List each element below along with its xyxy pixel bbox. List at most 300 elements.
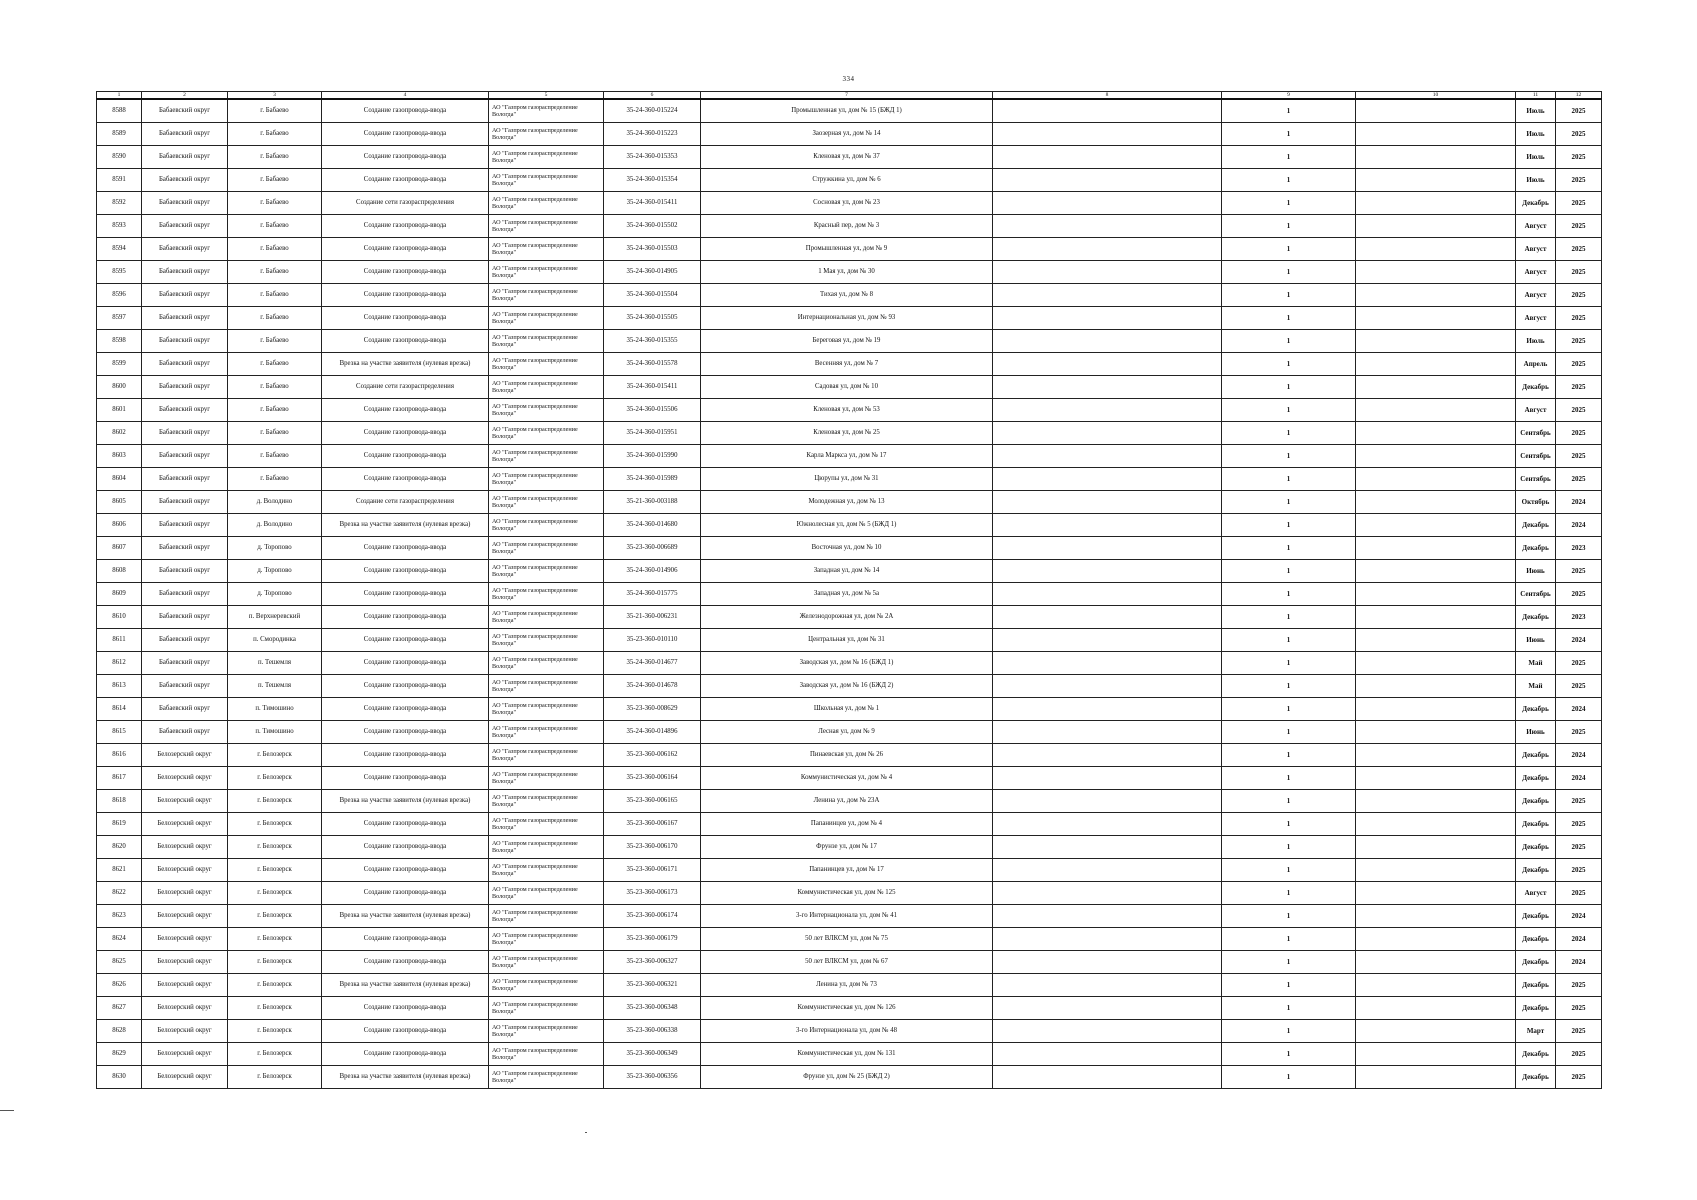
table-row (97, 123, 1602, 146)
row-number: 8626 (97, 974, 142, 997)
work-type-cell: Создание газопровода-ввода (322, 99, 489, 123)
quantity-cell: 1 (1222, 790, 1356, 813)
quantity-cell: 1 (1222, 951, 1356, 974)
column-number: 5 (489, 92, 604, 100)
year-cell: 2025 (1556, 99, 1602, 123)
organization-cell: АО "Газпром газораспределение Вологда" (489, 215, 604, 238)
empty-cell (993, 399, 1222, 422)
empty-cell (1356, 905, 1516, 928)
empty-cell (1356, 399, 1516, 422)
organization-cell: АО "Газпром газораспределение Вологда" (489, 928, 604, 951)
quantity-cell: 1 (1222, 675, 1356, 698)
empty-cell (993, 905, 1222, 928)
year-cell: 2024 (1556, 951, 1602, 974)
organization-cell: АО "Газпром газораспределение Вологда" (489, 491, 604, 514)
row-number: 8612 (97, 652, 142, 675)
table-row (97, 514, 1602, 537)
column-number: 1 (97, 92, 142, 100)
application-number-cell: 35-24-360-014906 (604, 560, 701, 583)
quantity-cell: 1 (1222, 307, 1356, 330)
address-cell: Молодежная ул, дом № 13 (701, 491, 993, 514)
empty-cell (1356, 560, 1516, 583)
address-cell: Фрунзе ул, дом № 25 (БЖД 2) (701, 1066, 993, 1089)
empty-cell (993, 537, 1222, 560)
table-row (97, 859, 1602, 882)
row-number: 8618 (97, 790, 142, 813)
address-cell: 50 лет ВЛКСМ ул, дом № 75 (701, 928, 993, 951)
organization-cell: АО "Газпром газораспределение Вологда" (489, 1043, 604, 1066)
settlement-cell: г. Бабаево (228, 99, 322, 123)
row-number: 8598 (97, 330, 142, 353)
row-number: 8628 (97, 1020, 142, 1043)
application-number-cell: 35-23-360-006171 (604, 859, 701, 882)
application-number-cell: 35-23-360-006348 (604, 997, 701, 1020)
application-number-cell: 35-24-360-014680 (604, 514, 701, 537)
row-number: 8629 (97, 1043, 142, 1066)
year-cell: 2024 (1556, 767, 1602, 790)
organization-cell: АО "Газпром газораспределение Вологда" (489, 284, 604, 307)
month-cell: Декабрь (1516, 859, 1556, 882)
address-cell: Папанинцев ул, дом № 4 (701, 813, 993, 836)
empty-cell (1356, 583, 1516, 606)
address-cell: Пинаевская ул, дом № 26 (701, 744, 993, 767)
work-type-cell: Врезка на участке заявителя (нулевая врезка) (322, 974, 489, 997)
application-number-cell: 35-23-360-006689 (604, 537, 701, 560)
application-number-cell: 35-24-360-015505 (604, 307, 701, 330)
row-number: 8613 (97, 675, 142, 698)
empty-cell (1356, 376, 1516, 399)
address-cell: Красный пер, дом № 3 (701, 215, 993, 238)
settlement-cell: д. Володино (228, 514, 322, 537)
settlement-cell: г. Белозерск (228, 928, 322, 951)
organization-cell: АО "Газпром газораспределение Вологда" (489, 974, 604, 997)
settlement-cell: г. Белозерск (228, 997, 322, 1020)
empty-cell (1356, 767, 1516, 790)
year-cell: 2025 (1556, 169, 1602, 192)
quantity-cell: 1 (1222, 882, 1356, 905)
application-number-cell: 35-24-360-015506 (604, 399, 701, 422)
work-type-cell: Создание газопровода-ввода (322, 422, 489, 445)
address-cell: Коммунистическая ул, дом № 126 (701, 997, 993, 1020)
organization-cell: АО "Газпром газораспределение Вологда" (489, 261, 604, 284)
district-cell: Бабаевский округ (142, 261, 228, 284)
month-cell: Декабрь (1516, 606, 1556, 629)
district-cell: Бабаевский округ (142, 376, 228, 399)
year-cell: 2025 (1556, 146, 1602, 169)
header-row (97, 92, 1602, 100)
month-cell: Декабрь (1516, 767, 1556, 790)
settlement-cell: г. Бабаево (228, 445, 322, 468)
address-cell: Коммунистическая ул, дом № 4 (701, 767, 993, 790)
district-cell: Бабаевский округ (142, 445, 228, 468)
organization-cell: АО "Газпром газораспределение Вологда" (489, 445, 604, 468)
settlement-cell: г. Бабаево (228, 192, 322, 215)
month-cell: Июль (1516, 99, 1556, 123)
table-row (97, 767, 1602, 790)
district-cell: Белозерский округ (142, 767, 228, 790)
month-cell: Декабрь (1516, 905, 1556, 928)
year-cell: 2025 (1556, 445, 1602, 468)
empty-cell (1356, 537, 1516, 560)
row-number: 8590 (97, 146, 142, 169)
empty-cell (1356, 445, 1516, 468)
row-number: 8614 (97, 698, 142, 721)
district-cell: Бабаевский округ (142, 583, 228, 606)
column-number: 7 (701, 92, 993, 100)
settlement-cell: г. Белозерск (228, 744, 322, 767)
application-number-cell: 35-24-360-015951 (604, 422, 701, 445)
month-cell: Август (1516, 882, 1556, 905)
row-number: 8609 (97, 583, 142, 606)
year-cell: 2025 (1556, 330, 1602, 353)
district-cell: Бабаевский округ (142, 238, 228, 261)
empty-cell (1356, 284, 1516, 307)
empty-cell (1356, 974, 1516, 997)
work-type-cell: Создание газопровода-ввода (322, 629, 489, 652)
empty-cell (993, 261, 1222, 284)
work-type-cell: Создание газопровода-ввода (322, 123, 489, 146)
settlement-cell: г. Бабаево (228, 284, 322, 307)
work-type-cell: Создание газопровода-ввода (322, 675, 489, 698)
empty-cell (993, 99, 1222, 123)
year-cell: 2024 (1556, 514, 1602, 537)
empty-cell (993, 376, 1222, 399)
application-number-cell: 35-23-360-008629 (604, 698, 701, 721)
settlement-cell: г. Белозерск (228, 974, 322, 997)
empty-cell (993, 859, 1222, 882)
year-cell: 2025 (1556, 675, 1602, 698)
empty-cell (993, 997, 1222, 1020)
address-cell: Школьная ул, дом № 1 (701, 698, 993, 721)
empty-cell (993, 790, 1222, 813)
settlement-cell: д. Торопово (228, 560, 322, 583)
month-cell: Декабрь (1516, 192, 1556, 215)
empty-cell (993, 721, 1222, 744)
address-cell: Интернациональная ул, дом № 93 (701, 307, 993, 330)
district-cell: Бабаевский округ (142, 422, 228, 445)
year-cell: 2025 (1556, 353, 1602, 376)
table-row (97, 560, 1602, 583)
table-row (97, 307, 1602, 330)
district-cell: Бабаевский округ (142, 652, 228, 675)
empty-cell (1356, 468, 1516, 491)
empty-cell (1356, 882, 1516, 905)
address-cell: Заозерная ул, дом № 14 (701, 123, 993, 146)
settlement-cell: г. Бабаево (228, 399, 322, 422)
work-type-cell: Создание газопровода-ввода (322, 560, 489, 583)
application-number-cell: 35-24-360-015223 (604, 123, 701, 146)
empty-cell (1356, 99, 1516, 123)
table-row (97, 261, 1602, 284)
organization-cell: АО "Газпром газораспределение Вологда" (489, 790, 604, 813)
row-number: 8605 (97, 491, 142, 514)
organization-cell: АО "Газпром газораспределение Вологда" (489, 859, 604, 882)
quantity-cell: 1 (1222, 330, 1356, 353)
row-number: 8620 (97, 836, 142, 859)
row-number: 8589 (97, 123, 142, 146)
month-cell: Март (1516, 1020, 1556, 1043)
table-row (97, 353, 1602, 376)
empty-cell (993, 422, 1222, 445)
settlement-cell: п. Верхнеревский (228, 606, 322, 629)
empty-cell (993, 1020, 1222, 1043)
application-number-cell: 35-23-360-006165 (604, 790, 701, 813)
year-cell: 2025 (1556, 790, 1602, 813)
work-type-cell: Создание газопровода-ввода (322, 146, 489, 169)
table-row (97, 192, 1602, 215)
empty-cell (993, 445, 1222, 468)
address-cell: 3-го Интернационала ул, дом № 48 (701, 1020, 993, 1043)
empty-cell (1356, 698, 1516, 721)
quantity-cell: 1 (1222, 974, 1356, 997)
row-number: 8600 (97, 376, 142, 399)
empty-cell (1356, 514, 1516, 537)
settlement-cell: п. Смородинка (228, 629, 322, 652)
empty-cell (993, 491, 1222, 514)
organization-cell: АО "Газпром газораспределение Вологда" (489, 836, 604, 859)
column-number: 9 (1222, 92, 1356, 100)
work-type-cell: Создание газопровода-ввода (322, 238, 489, 261)
table-row (97, 1020, 1602, 1043)
work-type-cell: Врезка на участке заявителя (нулевая врезка) (322, 353, 489, 376)
empty-cell (1356, 813, 1516, 836)
address-cell: Папанинцев ул, дом № 17 (701, 859, 993, 882)
table-row (97, 376, 1602, 399)
work-type-cell: Создание газопровода-ввода (322, 997, 489, 1020)
empty-cell (1356, 215, 1516, 238)
empty-cell (993, 928, 1222, 951)
year-cell: 2025 (1556, 284, 1602, 307)
organization-cell: АО "Газпром газораспределение Вологда" (489, 468, 604, 491)
column-number: 6 (604, 92, 701, 100)
month-cell: Август (1516, 399, 1556, 422)
month-cell: Июль (1516, 330, 1556, 353)
row-number: 8591 (97, 169, 142, 192)
quantity-cell: 1 (1222, 836, 1356, 859)
address-cell: Ленина ул, дом № 73 (701, 974, 993, 997)
empty-cell (993, 468, 1222, 491)
address-cell: Цюрупы ул, дом № 31 (701, 468, 993, 491)
district-cell: Бабаевский округ (142, 629, 228, 652)
address-cell: Центральная ул, дом № 31 (701, 629, 993, 652)
row-number: 8588 (97, 99, 142, 123)
district-cell: Бабаевский округ (142, 284, 228, 307)
table-row (97, 675, 1602, 698)
month-cell: Июль (1516, 123, 1556, 146)
row-number: 8601 (97, 399, 142, 422)
quantity-cell: 1 (1222, 514, 1356, 537)
address-cell: Кленовая ул, дом № 37 (701, 146, 993, 169)
work-type-cell: Создание газопровода-ввода (322, 284, 489, 307)
work-type-cell: Создание газопровода-ввода (322, 721, 489, 744)
year-cell: 2025 (1556, 399, 1602, 422)
quantity-cell: 1 (1222, 997, 1356, 1020)
year-cell: 2025 (1556, 560, 1602, 583)
row-number: 8594 (97, 238, 142, 261)
application-number-cell: 35-24-360-015502 (604, 215, 701, 238)
work-type-cell: Создание газопровода-ввода (322, 836, 489, 859)
table-row (97, 721, 1602, 744)
empty-cell (993, 215, 1222, 238)
application-number-cell: 35-24-360-015578 (604, 353, 701, 376)
district-cell: Бабаевский округ (142, 330, 228, 353)
settlement-cell: г. Бабаево (228, 261, 322, 284)
month-cell: Октябрь (1516, 491, 1556, 514)
month-cell: Декабрь (1516, 997, 1556, 1020)
table-row (97, 813, 1602, 836)
address-cell: Промышленная ул, дом № 9 (701, 238, 993, 261)
address-cell: Фрунзе ул, дом № 17 (701, 836, 993, 859)
address-cell: Садовая ул, дом № 10 (701, 376, 993, 399)
empty-cell (1356, 330, 1516, 353)
year-cell: 2025 (1556, 836, 1602, 859)
application-number-cell: 35-24-360-015503 (604, 238, 701, 261)
district-cell: Белозерский округ (142, 1066, 228, 1089)
table-row (97, 1066, 1602, 1089)
district-cell: Бабаевский округ (142, 514, 228, 537)
month-cell: Август (1516, 307, 1556, 330)
settlement-cell: г. Бабаево (228, 215, 322, 238)
month-cell: Декабрь (1516, 790, 1556, 813)
organization-cell: АО "Газпром газораспределение Вологда" (489, 537, 604, 560)
table-row (97, 905, 1602, 928)
row-number: 8593 (97, 215, 142, 238)
empty-cell (993, 606, 1222, 629)
year-cell: 2025 (1556, 859, 1602, 882)
empty-cell (993, 744, 1222, 767)
settlement-cell: г. Бабаево (228, 376, 322, 399)
table-row (97, 169, 1602, 192)
work-type-cell: Врезка на участке заявителя (нулевая врезка) (322, 905, 489, 928)
quantity-cell: 1 (1222, 261, 1356, 284)
empty-cell (993, 1066, 1222, 1089)
application-number-cell: 35-23-360-010110 (604, 629, 701, 652)
application-number-cell: 35-24-360-014896 (604, 721, 701, 744)
quantity-cell: 1 (1222, 606, 1356, 629)
work-type-cell: Создание газопровода-ввода (322, 1043, 489, 1066)
year-cell: 2025 (1556, 238, 1602, 261)
work-type-cell: Создание сети газораспределения (322, 376, 489, 399)
table-row (97, 583, 1602, 606)
month-cell: Декабрь (1516, 744, 1556, 767)
column-number: 3 (228, 92, 322, 100)
empty-cell (993, 123, 1222, 146)
quantity-cell: 1 (1222, 537, 1356, 560)
month-cell: Май (1516, 652, 1556, 675)
margin-tick (0, 1110, 14, 1111)
application-number-cell: 35-24-360-014678 (604, 675, 701, 698)
empty-cell (1356, 353, 1516, 376)
application-number-cell: 35-24-360-015411 (604, 376, 701, 399)
empty-cell (993, 560, 1222, 583)
settlement-cell: г. Бабаево (228, 330, 322, 353)
settlement-cell: п. Тешемля (228, 675, 322, 698)
quantity-cell: 1 (1222, 99, 1356, 123)
month-cell: Декабрь (1516, 836, 1556, 859)
table-row (97, 744, 1602, 767)
settlement-cell: г. Бабаево (228, 307, 322, 330)
year-cell: 2023 (1556, 606, 1602, 629)
organization-cell: АО "Газпром газораспределение Вологда" (489, 583, 604, 606)
settlement-cell: г. Белозерск (228, 790, 322, 813)
organization-cell: АО "Газпром газораспределение Вологда" (489, 813, 604, 836)
district-cell: Бабаевский округ (142, 192, 228, 215)
application-number-cell: 35-24-360-014677 (604, 652, 701, 675)
district-cell: Бабаевский округ (142, 353, 228, 376)
address-cell: 3-го Интернационала ул, дом № 41 (701, 905, 993, 928)
quantity-cell: 1 (1222, 146, 1356, 169)
year-cell: 2025 (1556, 813, 1602, 836)
empty-cell (993, 652, 1222, 675)
empty-cell (993, 514, 1222, 537)
year-cell: 2025 (1556, 997, 1602, 1020)
settlement-cell: г. Белозерск (228, 882, 322, 905)
quantity-cell: 1 (1222, 1066, 1356, 1089)
address-cell: Заводская ул, дом № 16 (БЖД 1) (701, 652, 993, 675)
district-cell: Белозерский округ (142, 997, 228, 1020)
district-cell: Белозерский округ (142, 790, 228, 813)
row-number: 8596 (97, 284, 142, 307)
table-row (97, 399, 1602, 422)
quantity-cell: 1 (1222, 215, 1356, 238)
row-number: 8603 (97, 445, 142, 468)
address-cell: Ленина ул, дом № 23А (701, 790, 993, 813)
year-cell: 2025 (1556, 1066, 1602, 1089)
work-type-cell: Создание газопровода-ввода (322, 215, 489, 238)
district-cell: Бабаевский округ (142, 468, 228, 491)
column-number: 11 (1516, 92, 1556, 100)
application-number-cell: 35-23-360-006167 (604, 813, 701, 836)
row-number: 8610 (97, 606, 142, 629)
empty-cell (993, 146, 1222, 169)
row-number: 8630 (97, 1066, 142, 1089)
settlement-cell: г. Белозерск (228, 951, 322, 974)
empty-cell (993, 836, 1222, 859)
work-type-cell: Создание сети газораспределения (322, 192, 489, 215)
work-type-cell: Создание газопровода-ввода (322, 813, 489, 836)
empty-cell (1356, 675, 1516, 698)
month-cell: Сентябрь (1516, 583, 1556, 606)
table-row (97, 238, 1602, 261)
organization-cell: АО "Газпром газораспределение Вологда" (489, 698, 604, 721)
district-cell: Белозерский округ (142, 974, 228, 997)
year-cell: 2025 (1556, 583, 1602, 606)
settlement-cell: г. Бабаево (228, 238, 322, 261)
district-cell: Бабаевский округ (142, 123, 228, 146)
work-type-cell: Создание газопровода-ввода (322, 652, 489, 675)
month-cell: Май (1516, 675, 1556, 698)
month-cell: Август (1516, 284, 1556, 307)
table-row (97, 790, 1602, 813)
settlement-cell: г. Белозерск (228, 859, 322, 882)
district-cell: Белозерский округ (142, 836, 228, 859)
empty-cell (1356, 836, 1516, 859)
table-row (97, 537, 1602, 560)
address-cell: Западная ул, дом № 5а (701, 583, 993, 606)
application-number-cell: 35-24-360-015989 (604, 468, 701, 491)
year-cell: 2025 (1556, 215, 1602, 238)
empty-cell (1356, 146, 1516, 169)
empty-cell (1356, 790, 1516, 813)
month-cell: Август (1516, 215, 1556, 238)
empty-cell (993, 675, 1222, 698)
table-row (97, 99, 1602, 123)
table-row (97, 215, 1602, 238)
year-cell: 2025 (1556, 307, 1602, 330)
quantity-cell: 1 (1222, 445, 1356, 468)
work-type-cell: Создание газопровода-ввода (322, 468, 489, 491)
empty-cell (993, 698, 1222, 721)
